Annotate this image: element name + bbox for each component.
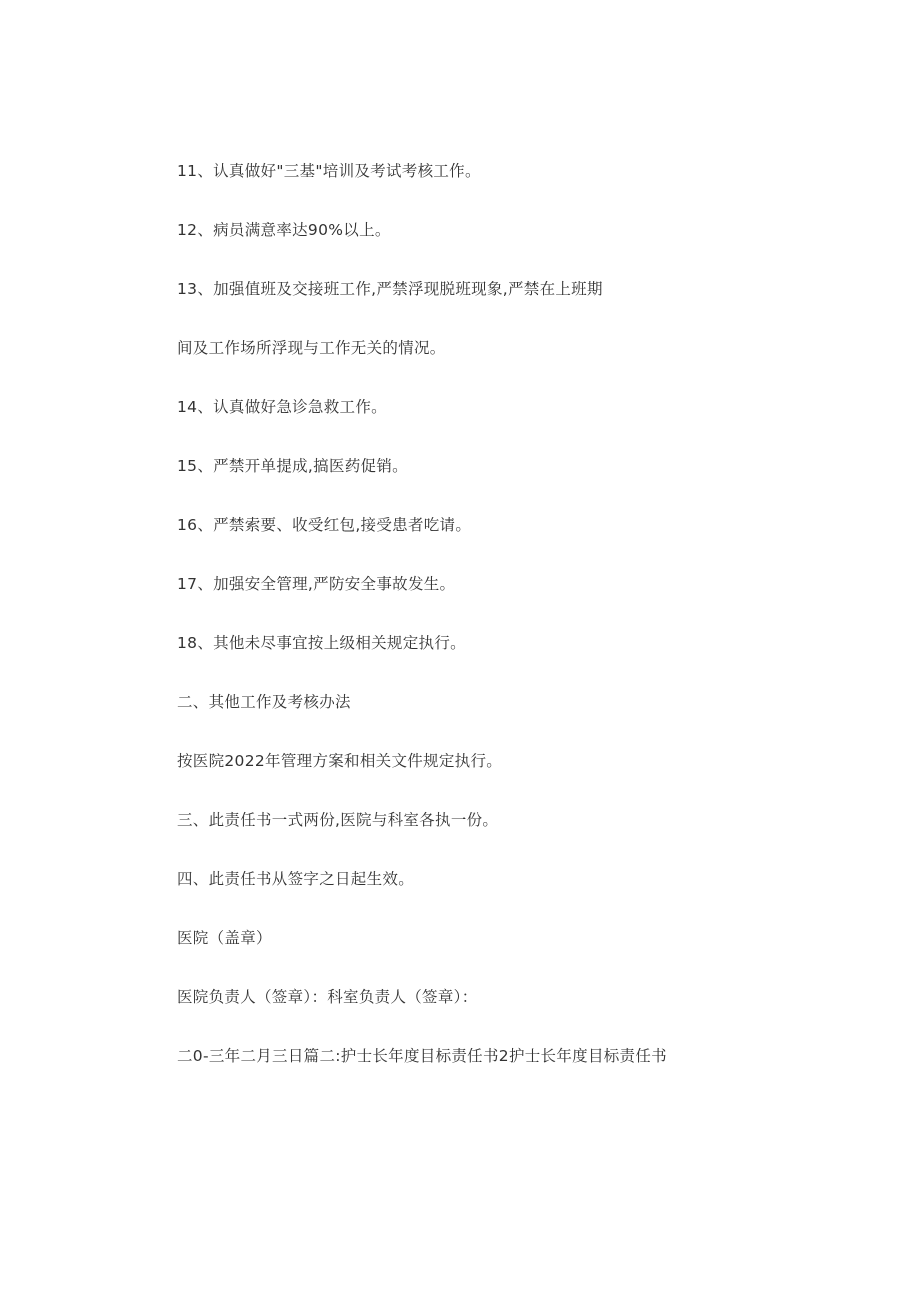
document-body (177, 157, 897, 1101)
item-12: 12、病员满意率达90%以上。 (177, 221, 391, 239)
section-2-text: 按医院2022年管理方案和相关文件规定执行。 (177, 752, 503, 770)
section-3-text: 三、此责任书一式两份,医院与科室各执一份。 (177, 811, 499, 829)
section-4-text: 四、此责任书从签字之日起生效。 (177, 870, 415, 888)
item-15: 15、严禁开单提成,搞医药促销。 (177, 457, 408, 475)
item-11: 11、认真做好"三基"培训及考试考核工作。 (177, 162, 481, 180)
item-13: 13、加强值班及交接班工作,严禁浮现脱班现象,严禁在上班期 (177, 280, 603, 298)
hospital-seal-line: 医院（盖章） (177, 929, 272, 947)
section-heading-2: 二、其他工作及考核办法 (177, 693, 351, 711)
date-and-next-title: 二0-三年二月三日篇二:护士长年度目标责任书2护士长年度目标责任书 (177, 1047, 667, 1065)
item-13-continued: 间及工作场所浮现与工作无关的情况。 (177, 339, 446, 357)
item-14: 14、认真做好急诊急救工作。 (177, 398, 387, 416)
item-17: 17、加强安全管理,严防安全事故发生。 (177, 575, 456, 593)
signature-line: 医院负责人（签章）：科室负责人（签章）： (177, 988, 478, 1006)
item-16: 16、严禁索要、收受红包,接受患者吃请。 (177, 516, 472, 534)
item-18: 18、其他未尽事宜按上级相关规定执行。 (177, 634, 466, 652)
